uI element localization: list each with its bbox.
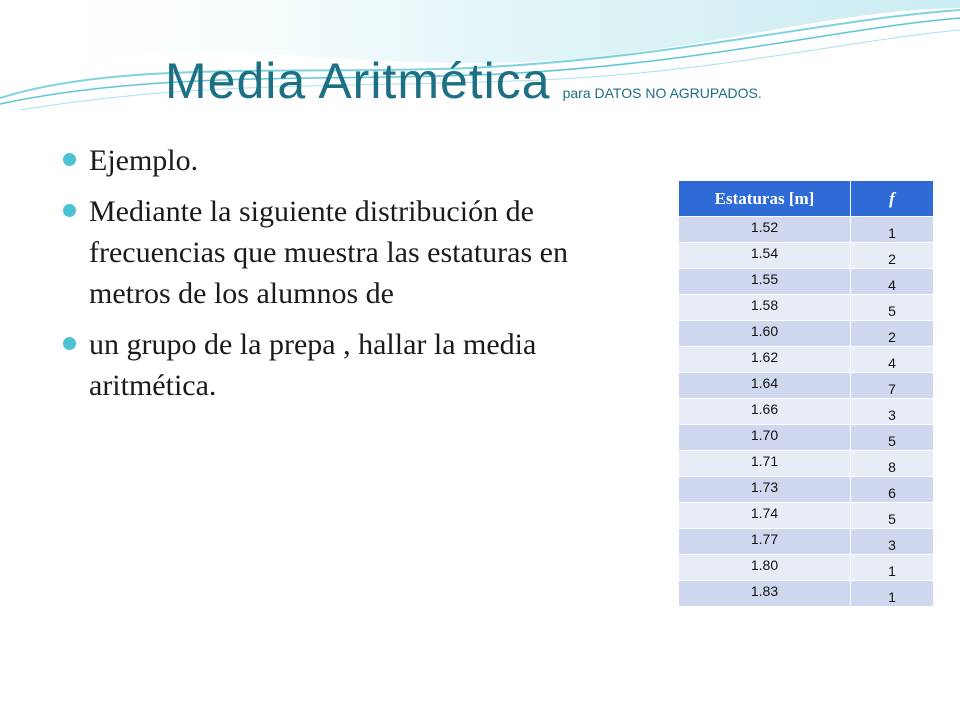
height-cell: 1.54 (679, 243, 851, 269)
frequency-cell: 1 (851, 217, 934, 243)
height-cell: 1.74 (679, 503, 851, 529)
slide-title: Media Aritmética (165, 53, 551, 109)
height-cell: 1.71 (679, 451, 851, 477)
table-row (679, 217, 934, 243)
bullet-dot-icon (63, 337, 76, 350)
height-cell: 1.52 (679, 217, 851, 243)
table-row (679, 269, 934, 295)
height-cell: 1.70 (679, 425, 851, 451)
table-row (679, 555, 934, 581)
header-estaturas: Estaturas [m] (679, 181, 851, 217)
frequency-cell: 5 (851, 503, 934, 529)
slide-subtitle: para DATOS NO AGRUPADOS. (562, 85, 762, 101)
frequency-cell: 6 (851, 477, 934, 503)
frequency-cell: 5 (851, 295, 934, 321)
bullet-list (60, 140, 650, 416)
bullet-dot-icon (63, 153, 76, 166)
bullet-item (60, 140, 650, 181)
frequency-cell: 4 (851, 347, 934, 373)
table-body (679, 217, 934, 607)
frequency-cell: 2 (851, 243, 934, 269)
bullet-item (60, 324, 650, 406)
frequency-cell: 3 (851, 529, 934, 555)
frequency-cell: 2 (851, 321, 934, 347)
height-cell: 1.80 (679, 555, 851, 581)
height-cell: 1.66 (679, 399, 851, 425)
bullet-item (60, 191, 650, 314)
bullet-text: un grupo de la prepa , hallar la media aritmética. (89, 328, 537, 402)
table-header-row (679, 181, 934, 217)
table-row (679, 529, 934, 555)
height-cell: 1.55 (679, 269, 851, 295)
frequency-cell: 8 (851, 451, 934, 477)
frequency-cell: 7 (851, 373, 934, 399)
frequency-cell: 1 (851, 555, 934, 581)
table-row (679, 321, 934, 347)
slide-title-block (165, 52, 762, 110)
frequency-cell: 4 (851, 269, 934, 295)
table-row (679, 399, 934, 425)
table-row (679, 295, 934, 321)
table-row (679, 581, 934, 607)
frequency-cell: 1 (851, 581, 934, 607)
height-cell: 1.77 (679, 529, 851, 555)
table-row (679, 243, 934, 269)
bullet-text: Ejemplo. (89, 144, 199, 177)
table-row (679, 425, 934, 451)
height-cell: 1.73 (679, 477, 851, 503)
bullet-dot-icon (63, 204, 76, 217)
frequency-table (678, 180, 934, 607)
table-row (679, 347, 934, 373)
header-frequency: f (851, 181, 934, 217)
table-row (679, 503, 934, 529)
height-cell: 1.60 (679, 321, 851, 347)
height-cell: 1.62 (679, 347, 851, 373)
frequency-cell: 5 (851, 425, 934, 451)
bullet-text: Mediante la siguiente distribución de frecuencias que muestra las estaturas en metros de los alumnos de (89, 195, 568, 310)
table-row (679, 477, 934, 503)
height-cell: 1.58 (679, 295, 851, 321)
height-cell: 1.64 (679, 373, 851, 399)
table-row (679, 373, 934, 399)
table-row (679, 451, 934, 477)
frequency-cell: 3 (851, 399, 934, 425)
height-cell: 1.83 (679, 581, 851, 607)
